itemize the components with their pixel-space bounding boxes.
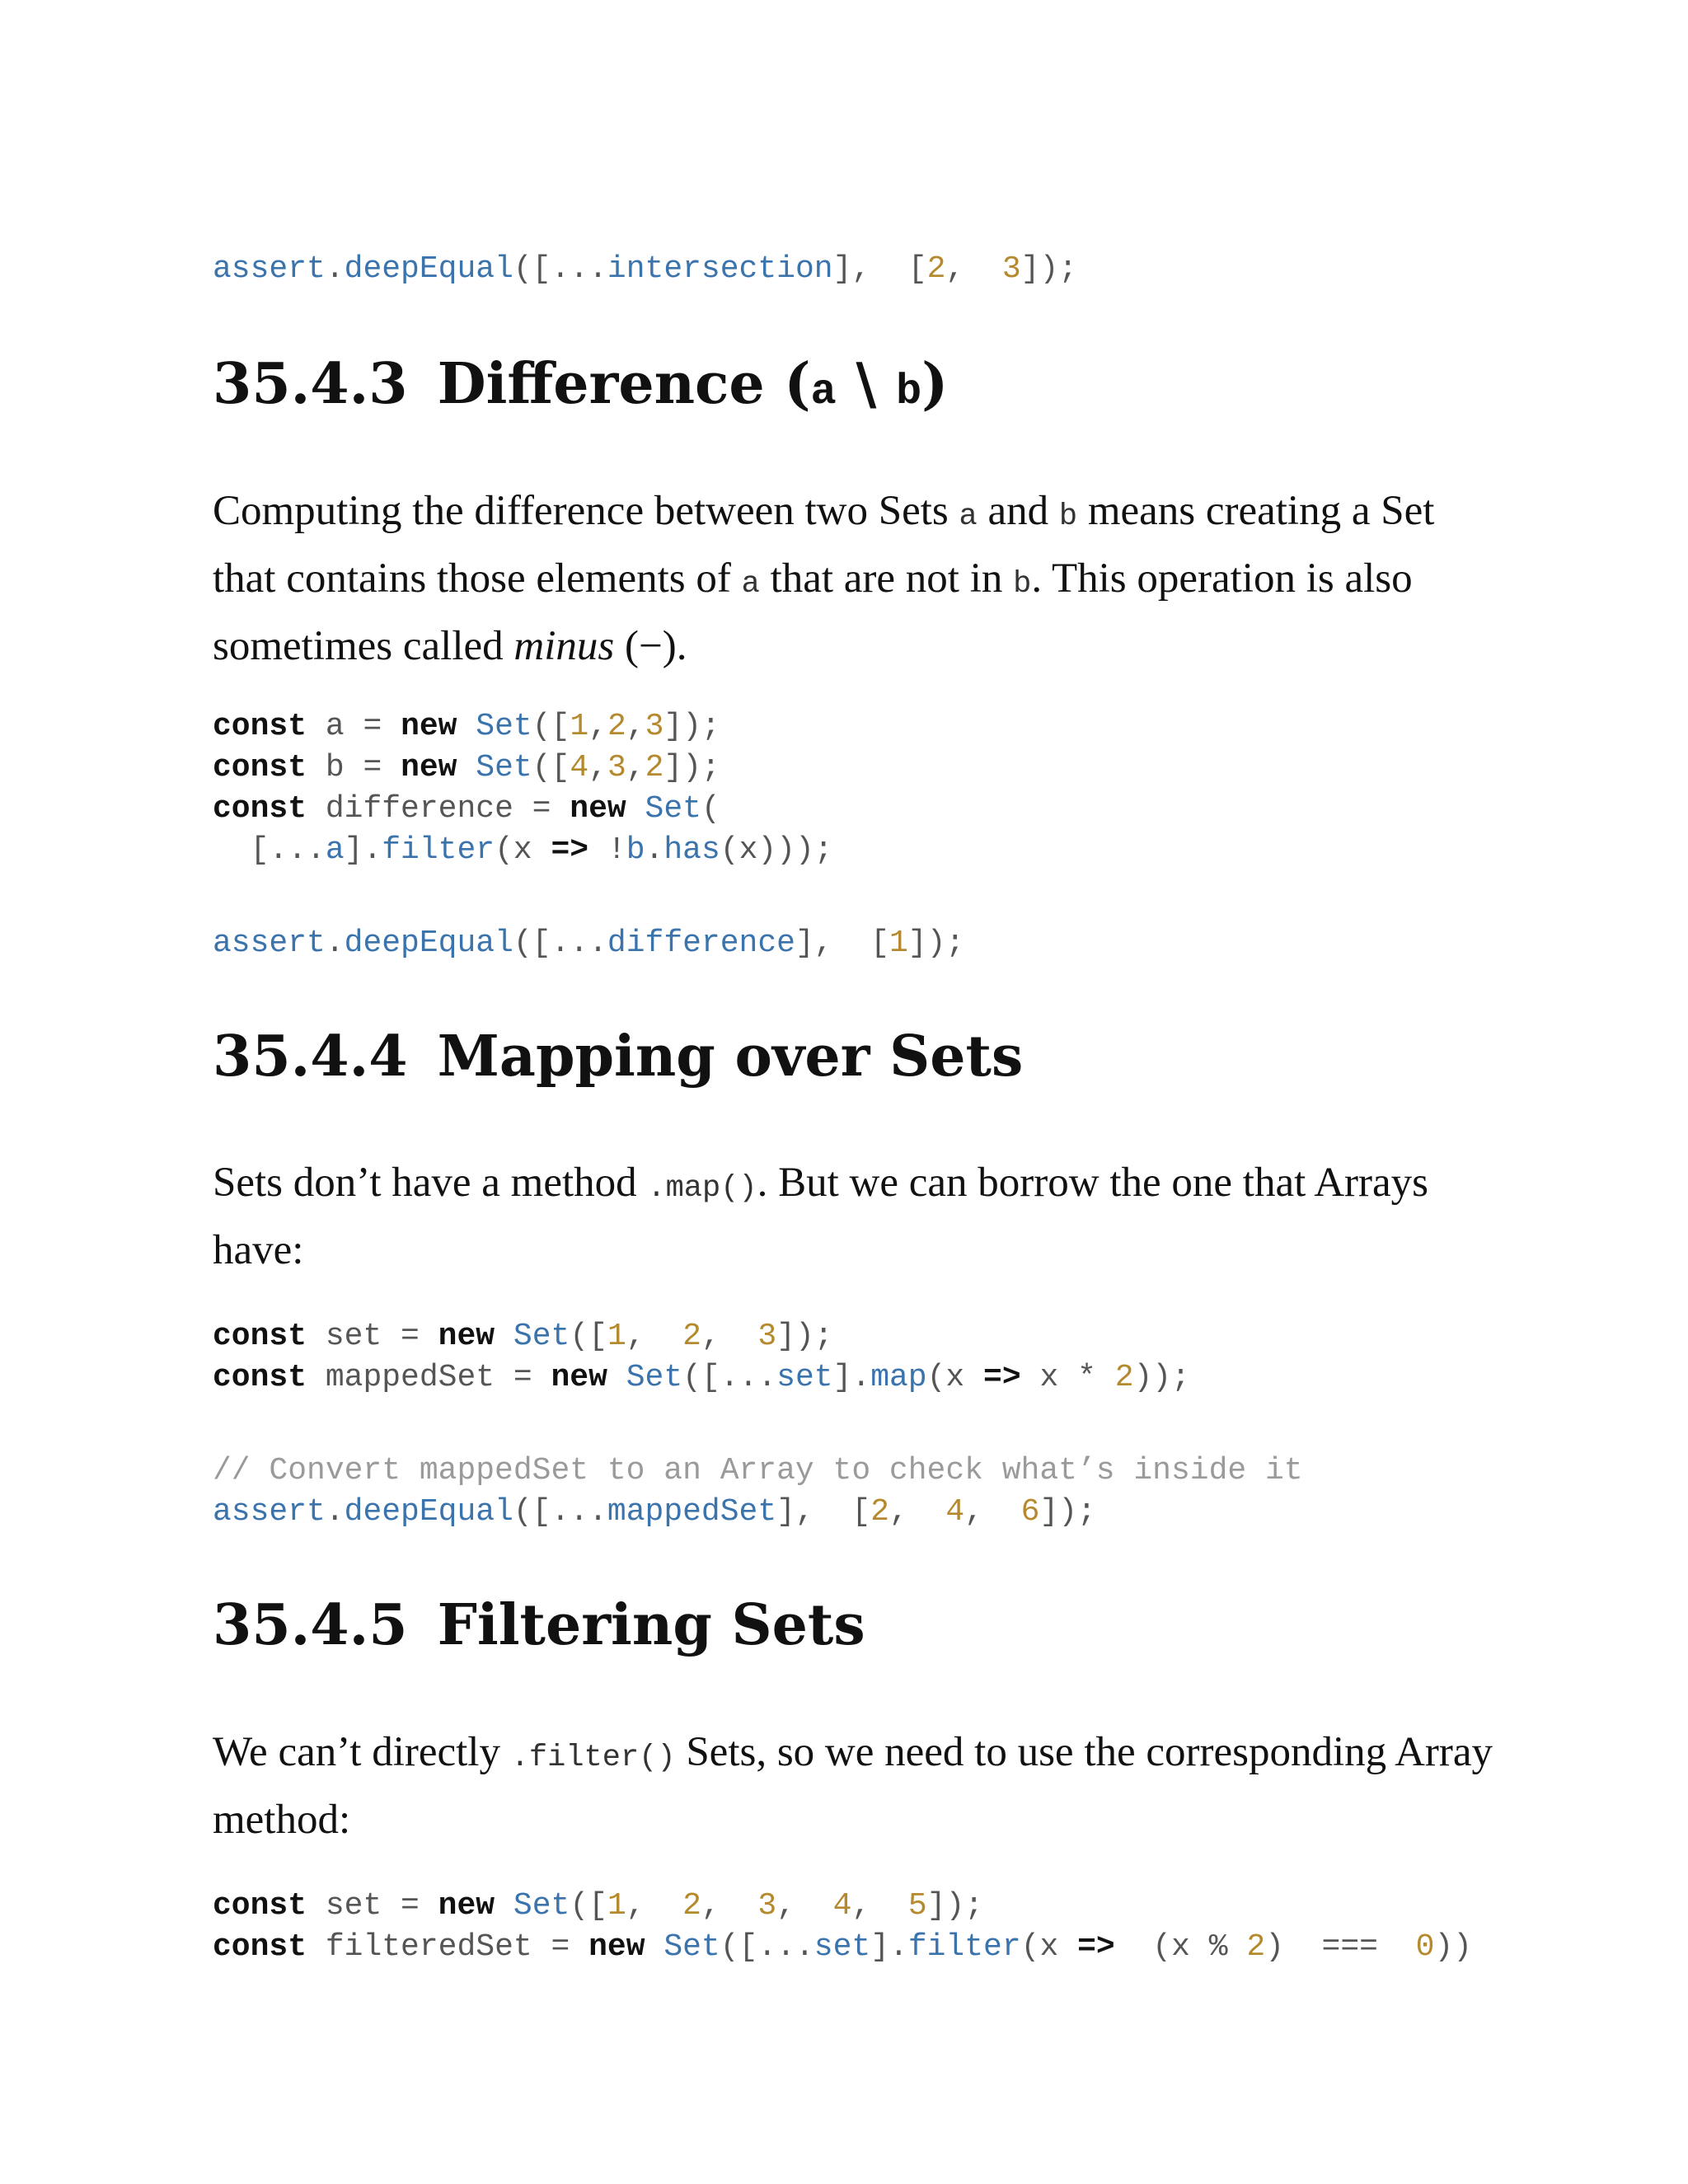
code-token: set (814, 1929, 871, 1965)
code-token: 2 (1246, 1929, 1266, 1965)
code-line (213, 249, 1077, 290)
code-token: ]); (907, 926, 965, 961)
code-token: map (870, 1360, 927, 1395)
code-token: )) (1434, 1929, 1472, 1965)
code-token: , (964, 1494, 1021, 1530)
code-token: ]); (1020, 251, 1078, 287)
code-token: ( (701, 791, 720, 827)
code-token: 4 (945, 1494, 965, 1530)
code-token: Set (476, 709, 532, 744)
code-token: => (983, 1360, 1021, 1395)
emphasis-text: minus (513, 623, 615, 669)
code-token (607, 1360, 626, 1395)
code-token: Set (663, 1929, 720, 1965)
text: Sets don’t have a method (213, 1160, 648, 1206)
code-token: 2 (870, 1494, 889, 1530)
code-token: (x (1020, 1929, 1078, 1965)
code-token: ]. (870, 1929, 908, 1965)
code-token: ]); (926, 1888, 984, 1924)
code-token: mappedSet = (307, 1360, 551, 1395)
code-token: const (213, 1888, 307, 1924)
code-token: 3 (607, 750, 626, 785)
text: Sets, so we need to use the corresponding Array method: (213, 1729, 1493, 1843)
code-token: 2 (682, 1888, 701, 1924)
code-token: assert (213, 1494, 326, 1530)
code-token: 3 (757, 1319, 777, 1354)
inline-code: a (741, 567, 760, 602)
code-token: ], [ (776, 1494, 871, 1530)
code-token: const (213, 791, 307, 827)
code-token: ], [ (795, 926, 889, 961)
code-token: deepEqual (344, 1494, 513, 1530)
code-token: difference = (307, 791, 570, 827)
text: means creating a Set that contains those elements of (213, 488, 1435, 602)
section-heading-35-4-3 (213, 351, 948, 425)
code-token: const (213, 1929, 307, 1965)
code-token: ([ (532, 709, 570, 744)
code-token: , (889, 1494, 946, 1530)
code-token: , (945, 251, 1002, 287)
text: (−). (614, 623, 687, 669)
code-token: . (645, 832, 664, 868)
code-token: ([... (720, 1929, 814, 1965)
code-token: 0 (1415, 1929, 1435, 1965)
code-token: 2 (645, 750, 664, 785)
code-token: ]); (776, 1319, 833, 1354)
code-token: 4 (832, 1888, 852, 1924)
heading-code: a (810, 368, 837, 416)
code-line (213, 706, 833, 748)
code-token: b (626, 832, 645, 868)
code-token: Set (513, 1888, 570, 1924)
code-block-difference-assert (213, 923, 964, 964)
heading-text: Mapping over Sets (437, 1024, 1024, 1090)
code-token: , (588, 709, 607, 744)
code-token: , (701, 1888, 758, 1924)
text: . But we can borrow the one that Arrays have: (213, 1160, 1428, 1273)
code-token: => (1077, 1929, 1115, 1965)
code-token: difference (607, 926, 795, 961)
inline-code: .filter() (510, 1741, 676, 1775)
paragraph-mapping (213, 1152, 1498, 1282)
section-number: 35.4.4 (213, 1024, 408, 1090)
code-token: ]); (1039, 1494, 1096, 1530)
code-line (213, 1316, 1190, 1357)
code-token: 2 (607, 709, 626, 744)
code-token: set = (307, 1319, 438, 1354)
code-token (626, 791, 645, 827)
code-token: ([ (570, 1319, 607, 1354)
code-token: 2 (1114, 1360, 1134, 1395)
code-token: ]); (663, 709, 720, 744)
inline-code: b (1058, 499, 1078, 534)
code-token (457, 709, 476, 744)
code-token: const (213, 1360, 307, 1395)
code-token: new (438, 1319, 495, 1354)
code-line (213, 789, 833, 830)
code-token: . (325, 926, 345, 961)
code-token: , (701, 1319, 758, 1354)
text: Computing the difference between two Sets (213, 488, 959, 534)
heading-text: Difference ( (437, 351, 811, 417)
text: We can’t directly (213, 1729, 511, 1775)
code-token: ) === (1265, 1929, 1416, 1965)
code-token (645, 1929, 664, 1965)
code-line (213, 1357, 1190, 1399)
code-token: , (626, 1888, 683, 1924)
code-token: (x))); (720, 832, 833, 868)
code-token: ([... (513, 251, 607, 287)
code-token: ([ (532, 750, 570, 785)
code-token: , (851, 1888, 908, 1924)
code-token: 1 (607, 1888, 626, 1924)
section-number: 35.4.3 (213, 351, 408, 417)
paragraph-filtering (213, 1722, 1498, 1851)
code-token: filter (907, 1929, 1021, 1965)
code-token: (x (926, 1360, 984, 1395)
text: that are not in (759, 555, 1014, 602)
code-line (213, 923, 964, 964)
code-token (457, 750, 476, 785)
code-token: 3 (1001, 251, 1021, 287)
code-token: , (626, 709, 645, 744)
code-block-mapping (213, 1316, 1190, 1399)
code-token: deepEqual (344, 251, 513, 287)
code-token: Set (513, 1319, 570, 1354)
code-token: . (325, 1494, 345, 1530)
code-block-intersection (213, 249, 1077, 290)
code-token: ], [ (832, 251, 927, 287)
code-token: new (588, 1929, 645, 1965)
code-token (495, 1888, 513, 1924)
inline-code: .map() (647, 1171, 757, 1206)
code-token: has (663, 832, 720, 868)
section-number: 35.4.5 (213, 1592, 408, 1658)
text: and (977, 488, 1059, 534)
heading-text: ) (921, 351, 949, 417)
code-line (213, 1492, 1303, 1533)
code-token: ([... (513, 926, 607, 961)
code-token: Set (626, 1360, 683, 1395)
code-token: (x (495, 832, 551, 868)
code-token: mappedSet (607, 1494, 777, 1530)
section-heading-35-4-4 (213, 1024, 1023, 1090)
code-token: ]. (832, 1360, 871, 1395)
code-line (213, 1927, 1472, 1968)
code-token: new (570, 791, 626, 827)
code-token: ([ (570, 1888, 607, 1924)
code-token: Set (476, 750, 532, 785)
code-token: 3 (645, 709, 664, 744)
code-token: 2 (926, 251, 946, 287)
code-token: filter (382, 832, 495, 868)
code-token: 1 (607, 1319, 626, 1354)
code-token: , (626, 750, 645, 785)
code-token: ([... (682, 1360, 777, 1395)
inline-code: a (959, 499, 978, 534)
code-token: const (213, 750, 307, 785)
code-token: ]); (663, 750, 720, 785)
code-comment: // Convert mappedSet to an Array to check what’s inside it (213, 1453, 1303, 1488)
code-token: 5 (907, 1888, 927, 1924)
code-token: const (213, 1319, 307, 1354)
code-token: [... (213, 832, 326, 868)
code-token: set (776, 1360, 833, 1395)
code-token: )); (1133, 1360, 1190, 1395)
code-token: intersection (607, 251, 833, 287)
code-token: a = (307, 709, 401, 744)
code-line (213, 1886, 1472, 1927)
code-token: 1 (570, 709, 589, 744)
code-token: const (213, 709, 307, 744)
code-block-difference (213, 706, 833, 871)
code-token: 2 (682, 1319, 701, 1354)
code-token: new (438, 1888, 495, 1924)
code-token: 4 (570, 750, 589, 785)
code-token: . (325, 251, 345, 287)
code-token: new (551, 1360, 607, 1395)
code-line (213, 1451, 1303, 1492)
code-token: Set (645, 791, 701, 827)
code-token: ([... (513, 1494, 607, 1530)
code-token: assert (213, 926, 326, 961)
code-line (213, 830, 833, 871)
code-token: 6 (1020, 1494, 1040, 1530)
code-token: 3 (757, 1888, 777, 1924)
code-token: ]. (344, 832, 382, 868)
code-token: assert (213, 251, 326, 287)
code-token: => (551, 832, 589, 868)
inline-code: b (1013, 567, 1032, 602)
code-token: a (325, 832, 345, 868)
code-line (213, 748, 833, 789)
code-token: 1 (889, 926, 908, 961)
code-token: new (401, 750, 457, 785)
text: . This operation is also sometimes called (213, 555, 1413, 669)
code-block-filtering (213, 1886, 1472, 1968)
code-token: ! (588, 832, 626, 868)
code-token: filteredSet = (307, 1929, 589, 1965)
code-token: , (626, 1319, 683, 1354)
code-token: , (588, 750, 607, 785)
code-token: new (401, 709, 457, 744)
section-heading-35-4-5 (213, 1592, 865, 1658)
code-token: set = (307, 1888, 438, 1924)
code-block-mapping-assert (213, 1451, 1303, 1533)
heading-code: b (895, 368, 922, 416)
heading-text: Filtering Sets (437, 1592, 865, 1658)
code-token: x * (1020, 1360, 1115, 1395)
paragraph-difference (213, 480, 1498, 677)
code-token: , (776, 1888, 833, 1924)
heading-text: \ (836, 351, 896, 417)
code-token: b = (307, 750, 401, 785)
code-token: (x % (1114, 1929, 1247, 1965)
code-token (495, 1319, 513, 1354)
code-token: deepEqual (344, 926, 513, 961)
